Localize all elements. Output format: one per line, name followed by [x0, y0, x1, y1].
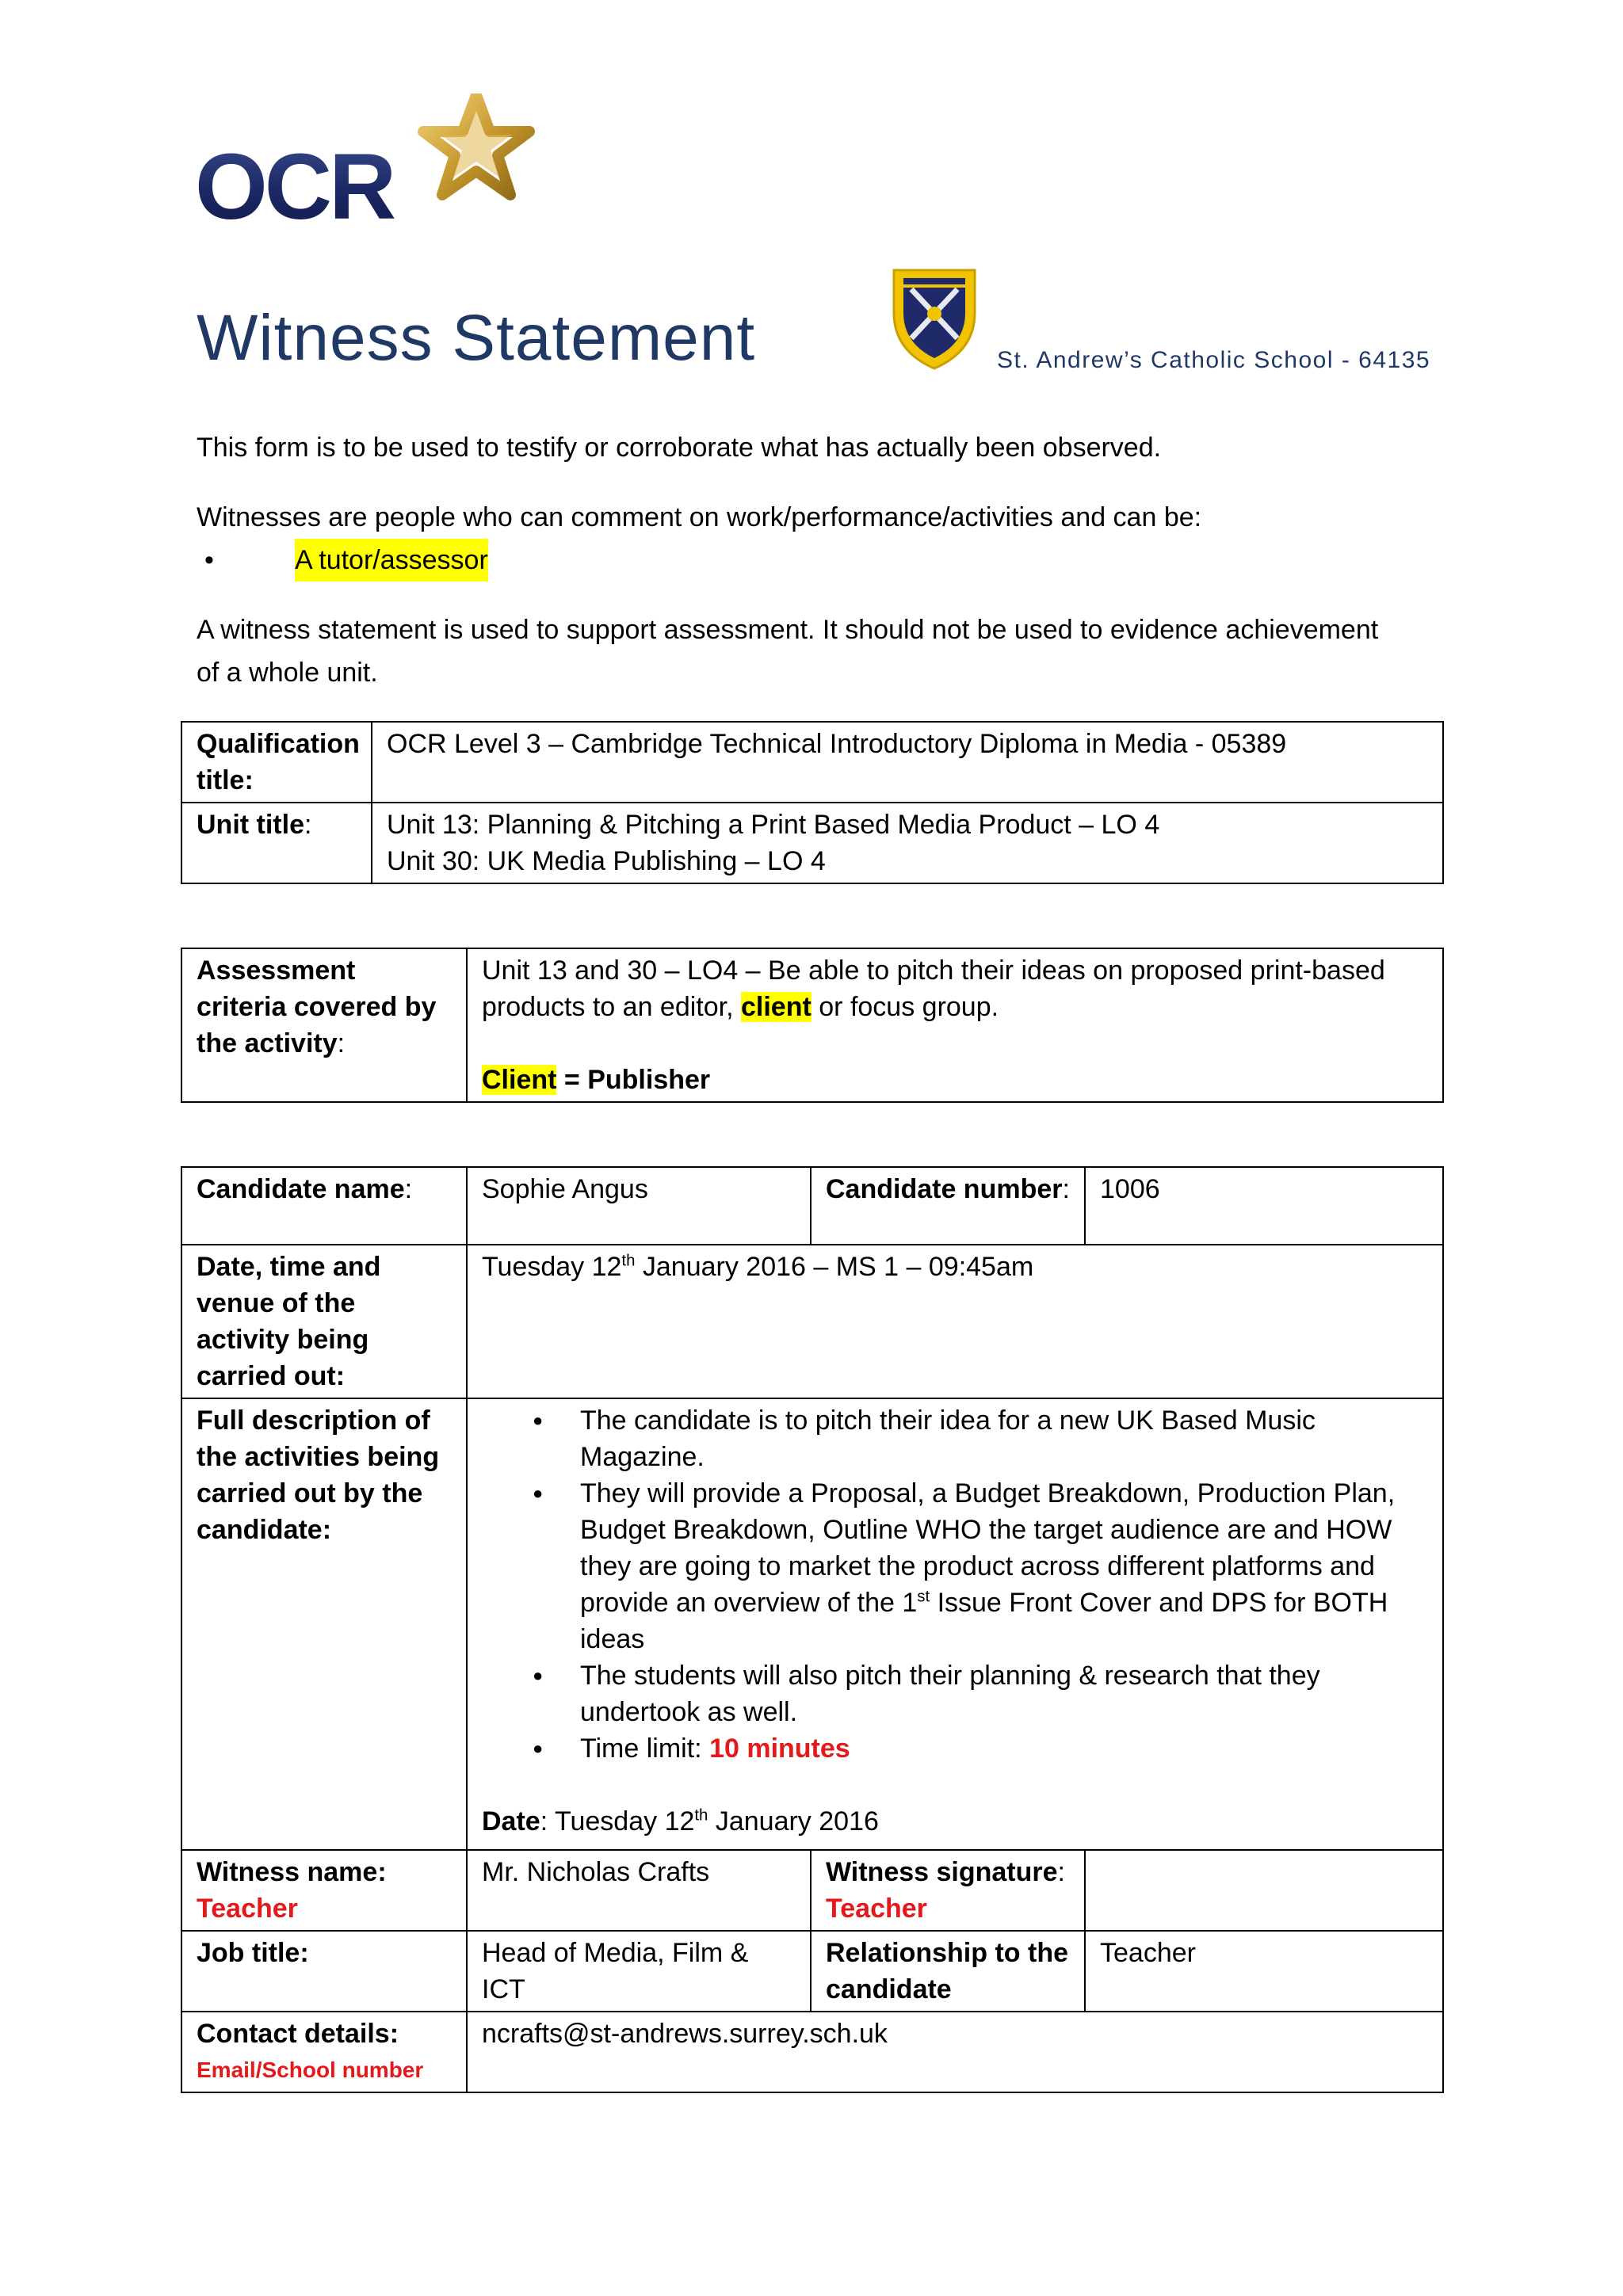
relationship-value: Teacher	[1085, 1931, 1443, 2012]
candidate-name-label: Candidate name	[197, 1174, 405, 1204]
intro-paragraph-3-line-2: of a whole unit.	[197, 658, 378, 688]
list-item: ● They will provide a Proposal, a Budget Breakdown, Production Plan, Budget Breakdown, Outline WHO the target audience are and HOW they are going to market the product across different platforms and provide an overview of the 1st Issue Front Cover and DPS for BOTH ideas	[580, 1475, 1428, 1657]
school-name: St. Andrew’s Catholic School - 64135	[997, 347, 1431, 373]
witness-signature-field[interactable]	[1085, 1850, 1443, 1931]
svg-text:OCR: OCR	[195, 135, 394, 228]
candidate-number-label: Candidate number	[826, 1174, 1063, 1204]
table-row	[181, 1398, 1443, 1850]
date-text-rest: January 2016 – MS 1 – 09:45am	[635, 1252, 1034, 1282]
candidate-number-value: 1006	[1085, 1167, 1443, 1245]
ocr-logo	[195, 93, 552, 228]
job-title-label: Job title:	[181, 1931, 467, 2012]
list-item: ● The students will also pitch their planning & research that they undertook as well.	[580, 1657, 1428, 1730]
contact-sub: Email/School number	[197, 2058, 424, 2082]
intro-paragraph-3	[197, 608, 1433, 694]
criteria-label: Assessment criteria covered by the activity	[197, 955, 437, 1058]
witness-signature-label: Witness signature	[826, 1857, 1058, 1887]
date-time-venue-value	[467, 1245, 1443, 1398]
unit-title-value	[372, 803, 1443, 883]
bullet-icon: •	[204, 545, 214, 575]
table-row	[181, 803, 1443, 883]
page-title: Witness Statement	[197, 302, 756, 374]
criteria-text-end: or focus group.	[819, 992, 999, 1022]
intro-paragraph-2: Witnesses are people who can comment on work/performance/activities and can be:	[197, 502, 1202, 532]
school-crest	[888, 265, 981, 372]
client-definition-rest: = Publisher	[563, 1065, 711, 1095]
witness-name-label: Witness name:	[197, 1857, 387, 1887]
unit-title-label-cell: Unit title:	[181, 803, 372, 883]
witness-signature-label-cell: Witness signature: Teacher	[811, 1850, 1085, 1931]
description-date: Date: Tuesday 12th January 2016	[482, 1806, 879, 1836]
candidate-name-label-cell: Candidate name:	[181, 1167, 467, 1245]
table-row	[181, 1850, 1443, 1931]
criteria-text: Unit 13 and 30 – LO4 – Be able to pitch their ideas on proposed print-based products to an editor,	[482, 955, 1385, 1022]
criteria-value	[467, 948, 1443, 1102]
criteria-label-cell: Assessment criteria covered by the activity:	[181, 948, 467, 1102]
time-limit-value: 10 minutes	[709, 1733, 850, 1764]
contact-label-cell	[181, 2012, 467, 2092]
relationship-label: Relationship to the candidate	[811, 1931, 1085, 2012]
witness-signature-sub: Teacher	[826, 1894, 927, 1924]
table-row	[181, 722, 1443, 803]
qualification-title-value: OCR Level 3 – Cambridge Technical Introductory Diploma in Media - 05389	[372, 722, 1443, 803]
criteria-client-highlight: client	[741, 992, 812, 1022]
list-item: ● The candidate is to pitch their idea for a new UK Based Music Magazine.	[580, 1402, 1428, 1475]
intro-bullet-text: A tutor/assessor	[295, 539, 488, 582]
unit-30-line: Unit 30: UK Media Publishing – LO 4	[387, 846, 826, 876]
table-row	[181, 948, 1443, 1102]
unit-13-line: Unit 13: Planning & Pitching a Print Based Media Product – LO 4	[387, 810, 1160, 840]
details-table	[181, 1166, 1444, 2093]
list-item: ● Time limit: 10 minutes	[580, 1730, 1428, 1767]
table-row	[181, 2012, 1443, 2092]
description-list	[482, 1402, 1428, 1767]
intro-paragraph-3-line-1: A witness statement is used to support assessment. It should not be used to evidence achievement	[197, 615, 1379, 645]
client-word: Client	[482, 1065, 557, 1095]
date-text: Tuesday 12	[482, 1252, 622, 1282]
qualification-table	[181, 721, 1444, 884]
witness-name-sub: Teacher	[197, 1894, 298, 1924]
date-time-venue-label: Date, time and venue of the activity being carried out:	[181, 1245, 467, 1398]
client-definition	[482, 1062, 1428, 1098]
description-value	[467, 1398, 1443, 1850]
qualification-title-label: Qualification title:	[181, 722, 372, 803]
contact-value: ncrafts@st-andrews.surrey.sch.uk	[467, 2012, 1443, 2092]
date-ordinal: th	[621, 1252, 636, 1270]
witness-name-label-cell	[181, 1850, 467, 1931]
candidate-number-label-cell: Candidate number:	[811, 1167, 1085, 1245]
intro-paragraph-1: This form is to be used to testify or corroborate what has actually been observed.	[197, 433, 1162, 463]
criteria-table	[181, 948, 1444, 1103]
table-row	[181, 1167, 1443, 1245]
description-label: Full description of the activities being carried out by the candidate:	[181, 1398, 467, 1850]
unit-title-label: Unit title	[197, 810, 304, 840]
table-row	[181, 1245, 1443, 1398]
candidate-name-value: Sophie Angus	[467, 1167, 811, 1245]
witness-name-value: Mr. Nicholas Crafts	[467, 1850, 811, 1931]
job-title-value: Head of Media, Film & ICT	[467, 1931, 811, 2012]
table-row	[181, 1931, 1443, 2012]
contact-label: Contact details:	[197, 2019, 399, 2049]
